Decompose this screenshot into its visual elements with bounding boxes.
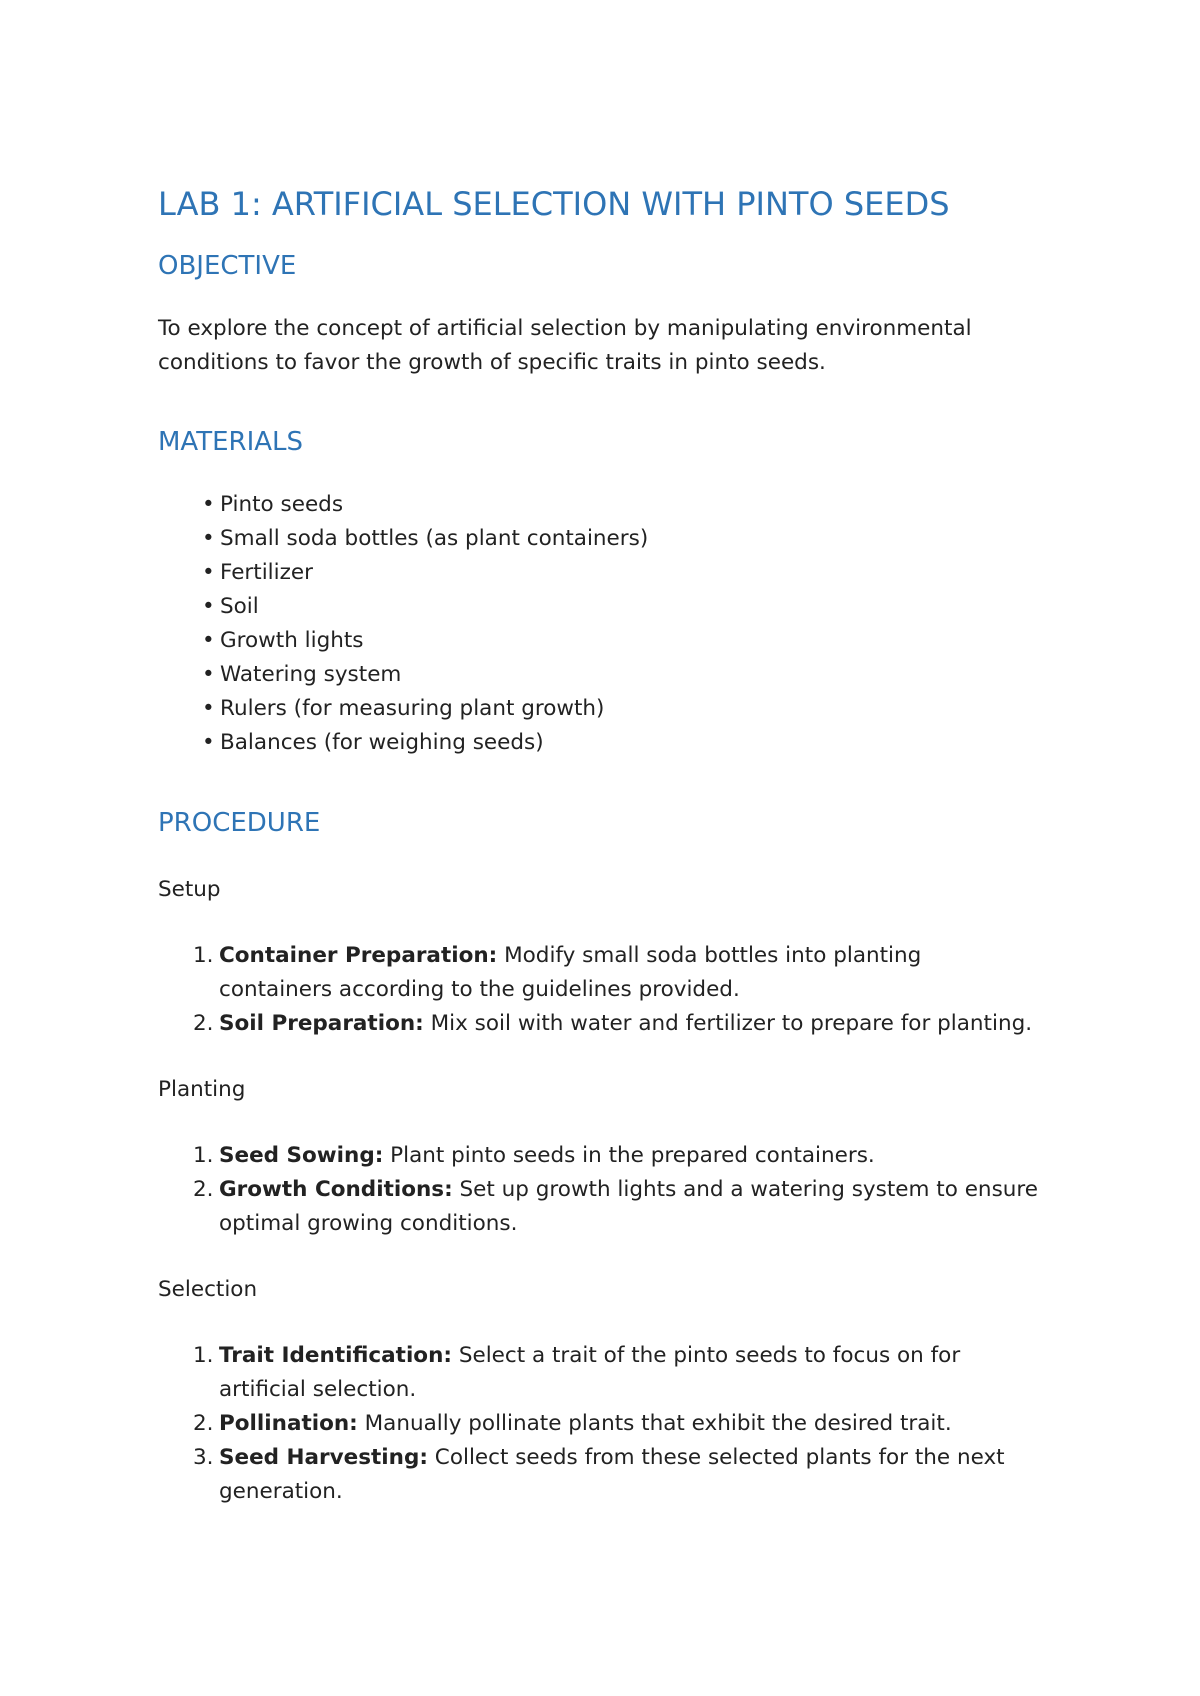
selection-steps-list: [158, 1339, 1038, 1509]
step-text: Mix soil with water and fertilizer to prepare for planting.: [423, 1011, 1033, 1036]
materials-item: • Rulers (for measuring plant growth): [202, 692, 1038, 726]
bullet-icon: •: [202, 492, 215, 517]
planting-step: [158, 1139, 1038, 1173]
setup-steps-list: [158, 939, 1038, 1041]
step-term: Growth Conditions:: [219, 1177, 453, 1202]
step-number: 1.: [193, 1343, 214, 1368]
setup-subheading: Setup: [158, 877, 221, 902]
bullet-icon: •: [202, 730, 215, 755]
objective-text: To explore the concept of artificial selection by manipulating environmental conditions to favor the growth of specific traits in pinto seeds.: [158, 316, 972, 375]
materials-heading: MATERIALS: [158, 427, 304, 457]
bullet-icon: •: [202, 628, 215, 653]
setup-step: [158, 1007, 1038, 1041]
step-number: 1.: [193, 1143, 214, 1168]
setup-step: [158, 939, 1038, 1007]
planting-subheading: Planting: [158, 1077, 246, 1102]
step-term: Soil Preparation:: [219, 1011, 424, 1036]
step-term: Seed Sowing:: [219, 1143, 384, 1168]
objective-heading: OBJECTIVE: [158, 251, 297, 281]
step-number: 3.: [193, 1445, 214, 1470]
step-text: Manually pollinate plants that exhibit the desired trait.: [357, 1411, 952, 1436]
selection-step: [158, 1441, 1038, 1509]
step-text: Plant pinto seeds in the prepared containers.: [383, 1143, 875, 1168]
materials-item: • Watering system: [202, 658, 1038, 692]
step-term: Trait Identification:: [219, 1343, 452, 1368]
planting-steps-list: [158, 1139, 1038, 1241]
materials-item: • Soil: [202, 590, 1038, 624]
step-number: 2.: [193, 1411, 214, 1436]
materials-item: • Fertilizer: [202, 556, 1038, 590]
step-term: Seed Harvesting:: [219, 1445, 428, 1470]
step-text: Set up growth lights and a watering system to ensure optimal growing conditions.: [219, 1177, 1038, 1236]
materials-item: • Small soda bottles (as plant containers): [202, 522, 1038, 556]
bullet-icon: •: [202, 696, 215, 721]
materials-item: • Growth lights: [202, 624, 1038, 658]
step-text: Select a trait of the pinto seeds to focus on for artificial selection.: [219, 1343, 961, 1402]
procedure-heading: PROCEDURE: [158, 808, 321, 838]
materials-list: [158, 488, 1038, 760]
selection-step: [158, 1339, 1038, 1407]
step-number: 1.: [193, 943, 214, 968]
step-number: 2.: [193, 1177, 214, 1202]
document-content: [158, 178, 1038, 1509]
step-term: Pollination:: [219, 1411, 358, 1436]
step-number: 2.: [193, 1011, 214, 1036]
bullet-icon: •: [202, 526, 215, 551]
document-title: LAB 1: ARTIFICIAL SELECTION WITH PINTO SEEDS: [158, 185, 950, 223]
selection-subheading: Selection: [158, 1277, 258, 1302]
step-text: Modify small soda bottles into planting containers according to the guidelines provided.: [219, 943, 922, 1002]
materials-item: • Balances (for weighing seeds): [202, 726, 1038, 760]
bullet-icon: •: [202, 594, 215, 619]
bullet-icon: •: [202, 560, 215, 585]
bullet-icon: •: [202, 662, 215, 687]
planting-step: [158, 1173, 1038, 1241]
selection-step: [158, 1407, 1038, 1441]
step-term: Container Preparation:: [219, 943, 498, 968]
materials-item: • Pinto seeds: [202, 488, 1038, 522]
step-text: Collect seeds from these selected plants for the next generation.: [219, 1445, 1005, 1504]
